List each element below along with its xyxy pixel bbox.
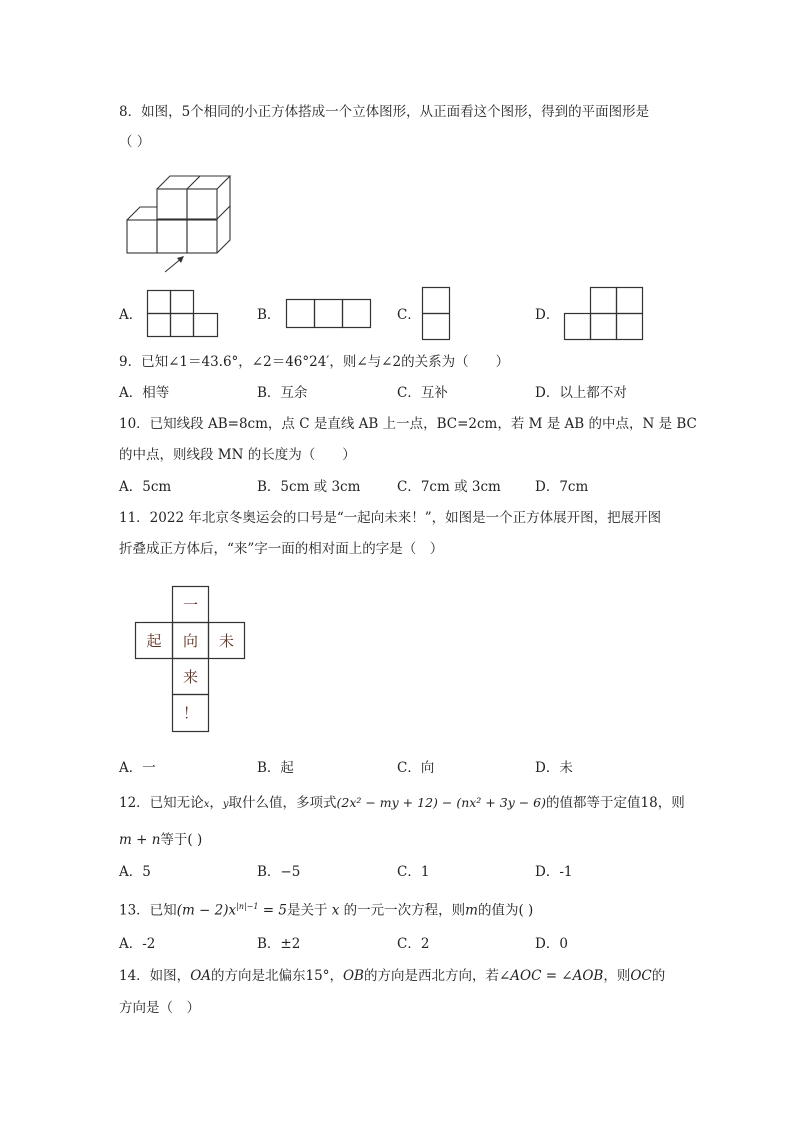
- q8-option-d[interactable]: D．: [535, 307, 560, 323]
- q14-oa: OA: [190, 968, 212, 984]
- q9-stem: [119, 352, 509, 372]
- q8-option-b[interactable]: B．: [257, 307, 281, 323]
- q11-option-d[interactable]: D．未: [535, 760, 573, 776]
- q13-option-a[interactable]: A．-2: [119, 936, 156, 952]
- q13-var-m: m: [465, 902, 478, 919]
- q13-option-c[interactable]: C．2: [397, 936, 430, 952]
- q9-option-a[interactable]: A．相等: [119, 385, 170, 401]
- q12-m-plus-n: m + n: [119, 832, 161, 848]
- q12-var-y: y: [222, 799, 229, 810]
- q14-text3: ，则: [603, 968, 631, 984]
- q8-cube-figure: [120, 170, 240, 275]
- q13-option-b[interactable]: B．±2: [257, 936, 301, 952]
- q14-text4: 的: [651, 968, 666, 984]
- q8-option-b-figure: [286, 299, 374, 329]
- q12-line2: [119, 830, 202, 850]
- q14-text1: 的方向是北偏东15°，: [211, 968, 343, 984]
- q10-option-b[interactable]: B．5cm 或 3cm: [257, 479, 361, 495]
- q12-var-x: x: [203, 799, 210, 810]
- q9-stem-part-a: 9．已知∠1＝43.6°，∠2＝46°24′，则∠: [119, 354, 368, 370]
- q13-suffix: 的值为( ): [477, 902, 534, 919]
- net-face-below: 来: [182, 668, 199, 686]
- q12-line2-rest: 等于( ): [160, 832, 203, 848]
- q12-option-c[interactable]: C．1: [397, 864, 430, 880]
- q14-text2: 的方向是西北方向，若: [363, 968, 499, 984]
- q13-mid: 是关于: [286, 902, 328, 919]
- q11-cube-net: [134, 586, 246, 736]
- q8-option-c[interactable]: C．: [397, 307, 421, 323]
- q11-line2: 折叠成正方体后，“来”字一面的相对面上的字是（ ）: [119, 541, 444, 557]
- q14-ob: OB: [342, 968, 364, 984]
- q8-paren: （ ）: [119, 134, 151, 150]
- net-face-right: 未: [218, 632, 235, 650]
- q10-option-c[interactable]: C．7cm 或 3cm: [397, 479, 501, 495]
- q11-line1: 11．2022 年北京冬奥运会的口号是“一起向未来！”，如图是一个正方体展开图，把展开图: [119, 510, 662, 526]
- q14-prefix: 14．如图，: [119, 968, 191, 984]
- q14-angle-equation: ∠AOC = ∠AOB: [498, 968, 604, 984]
- q13-var-x: x: [331, 902, 340, 919]
- view-arrow-icon: [165, 256, 184, 272]
- q11-option-c[interactable]: C．向: [397, 760, 435, 776]
- q13-prefix: 13．已知: [119, 902, 177, 919]
- q10-option-a[interactable]: A．5cm: [119, 479, 172, 495]
- q14-line2: 方向是（ ）: [119, 1000, 200, 1016]
- q9-option-c[interactable]: C．互补: [397, 385, 448, 401]
- q13-option-d[interactable]: D．0: [535, 936, 568, 952]
- q12-polynomial: (2x² − my + 12) − (nx² + 3y − 6): [336, 795, 547, 810]
- q12-suffix: 的值都等于定值18，则: [546, 795, 685, 811]
- q10-option-d[interactable]: D．7cm: [535, 479, 589, 495]
- q9-stem-part-b: 与∠2的关系为（ ）: [367, 354, 510, 370]
- net-face-top: 一: [182, 596, 199, 614]
- q13-equation-end: = 5: [258, 902, 287, 919]
- q12-line1: [119, 793, 685, 815]
- net-face-left: 起: [146, 632, 162, 650]
- q13-line1: [119, 897, 533, 921]
- q8-stem: 8．如图，5个相同的小正方体搭成一个立体图形，从正面看这个图形，得到的平面图形是: [119, 104, 650, 120]
- q14-line1: [119, 966, 665, 986]
- q10-line2: 的中点，则线段 MN 的长度为（ ）: [119, 447, 356, 463]
- q10-line1: 10．已知线段 AB=8cm，点 C 是直线 AB 上一点，BC=2cm，若 M 是 AB 的中点，N 是 BC: [119, 416, 697, 432]
- q11-option-a[interactable]: A．一: [119, 760, 156, 776]
- q12-separator: ，: [209, 795, 223, 811]
- q9-option-b[interactable]: B．互余: [257, 385, 308, 401]
- q12-option-b[interactable]: B．−5: [257, 864, 301, 880]
- q13-mid2: 的一元一次方程，则: [343, 902, 466, 919]
- q12-option-d[interactable]: D．-1: [535, 864, 573, 880]
- q11-option-b[interactable]: B．起: [257, 760, 294, 776]
- q9-option-d[interactable]: D．以上都不对: [535, 385, 627, 401]
- q8-option-c-figure: [422, 287, 452, 341]
- q13-equation: (m − 2)x: [176, 902, 237, 919]
- q8-option-a[interactable]: A．: [119, 307, 143, 323]
- q13-exponent: |n|−1: [236, 902, 259, 911]
- q12-prefix: 12．已知无论: [119, 795, 204, 811]
- q12-mid: 取什么值，多项式: [228, 795, 337, 811]
- q14-oc: OC: [630, 968, 652, 984]
- q8-option-d-figure: [564, 287, 646, 341]
- net-face-bottom: ！: [182, 704, 199, 722]
- q8-option-a-figure: [147, 290, 219, 338]
- q12-option-a[interactable]: A．5: [119, 864, 151, 880]
- net-face-center: 向: [182, 632, 199, 650]
